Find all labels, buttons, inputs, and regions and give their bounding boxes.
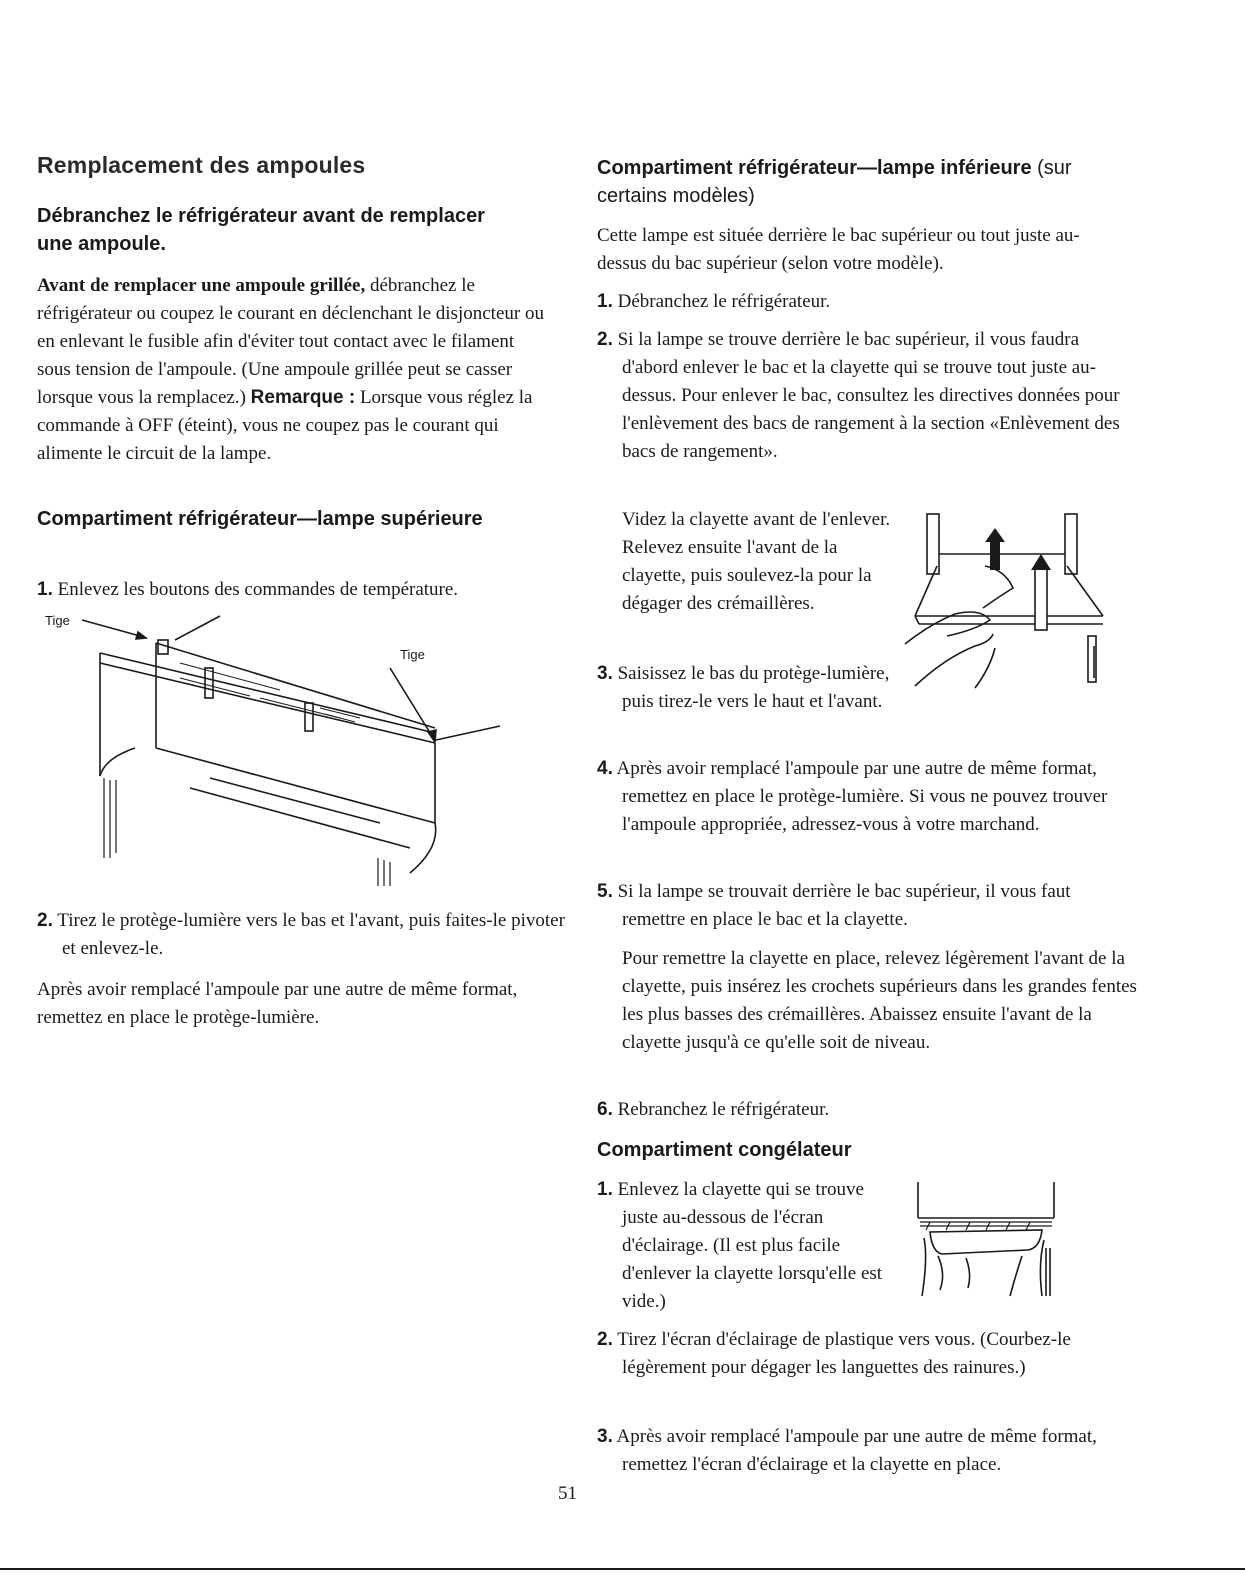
intro-text-1: débranchez le réfrigérateur ou coupez le courant en déclenchant le disjoncteur ou en enlevant le fusible afin d'éviter tout contact avec le filament sous tension de l'ampoule. (Une ampoule grillée peut se casser lorsque vous la remplacez.) bbox=[37, 275, 544, 408]
step-number: 1. bbox=[37, 579, 53, 600]
after-replace-paragraph: Après avoir remplacé l'ampoule par une autre de même format, remettez en place le protège-lumière. bbox=[37, 979, 518, 1028]
intro-paragraph bbox=[37, 272, 552, 468]
freezer-step-2: 2. Tirez l'écran d'éclairage de plastique vers vous. (Courbez-le légèrement pour dégager les languettes des rainures.) bbox=[597, 1329, 1071, 1378]
freezer-step-3: 3. Après avoir remplacé l'ampoule par une autre de même format, remettez l'écran d'éclairage et la clayette en place. bbox=[597, 1426, 1097, 1475]
shelf-removal-note: Videz la clayette avant de l'enlever. Relevez ensuite l'avant de la clayette, puis soulevez-la pour la dégager des crémaillères. bbox=[622, 509, 891, 614]
lower-lamp-intro: Cette lampe est située derrière le bac supérieur ou tout juste au-dessus du bac supérieur (selon votre modèle). bbox=[597, 225, 1080, 274]
step-2-upper: 2. Tirez le protège-lumière vers le bas et l'avant, puis faites-le pivoter et enlevez-le. bbox=[37, 910, 565, 959]
step-number: 1. bbox=[597, 1179, 613, 1200]
upper-lamp-illustration bbox=[80, 608, 510, 890]
page-title: Remplacement des ampoules bbox=[37, 152, 366, 178]
intro-text-2: Lorsque vous réglez la commande à OFF (éteint), vous ne coupez pas le courant qui alimente le circuit de la lampe. bbox=[37, 387, 533, 464]
remark-label: Remarque : bbox=[250, 387, 356, 408]
shelf-replace-paragraph: Pour remettre la clayette en place, relevez légèrement l'avant de la clayette, puis insérez les crochets supérieurs dans les grandes fentes les plus basses des crémaillères. Abaissez ensuite l'avant de la clayette jusqu'à ce qu'elle soit de niveau. bbox=[622, 948, 1137, 1053]
step-number: 2. bbox=[597, 1329, 613, 1350]
lower-step-1: 1. Débranchez le réfrigérateur. bbox=[597, 291, 831, 312]
step-number: 6. bbox=[597, 1099, 613, 1120]
lower-step-6: 6. Rebranchez le réfrigérateur. bbox=[597, 1099, 830, 1120]
tige-label-left: Tige bbox=[45, 613, 70, 628]
step-number: 1. bbox=[597, 291, 613, 312]
freezer-step-1: 1. Enlevez la clayette qui se trouve juste au-dessous de l'écran d'éclairage. (Il est plus facile d'enlever la clayette lorsqu'elle est vide.) bbox=[597, 1179, 883, 1312]
freezer-illustration bbox=[910, 1178, 1060, 1310]
step-number: 2. bbox=[37, 910, 53, 931]
tige-label-right: Tige bbox=[400, 647, 425, 662]
intro-lead: Avant de remplacer une ampoule grillée, bbox=[37, 275, 366, 296]
warning-heading: Débranchez le réfrigérateur avant de remplacer une ampoule. bbox=[37, 205, 485, 255]
lower-step-5: 5. Si la lampe se trouvait derrière le bac supérieur, il vous faut remettre en place le bac et la clayette. bbox=[597, 881, 1071, 930]
step-number: 3. bbox=[597, 1426, 613, 1447]
step-1-upper: 1. Enlevez les boutons des commandes de température. bbox=[37, 579, 459, 600]
step-number: 2. bbox=[597, 329, 613, 350]
step-number: 4. bbox=[597, 758, 613, 779]
freezer-heading: Compartiment congélateur bbox=[597, 1139, 852, 1161]
page-number: 51 bbox=[558, 1483, 577, 1504]
lower-lamp-heading-note: (sur certains modèles) bbox=[597, 157, 1072, 207]
step-number: 5. bbox=[597, 881, 613, 902]
bottom-rule bbox=[0, 1568, 1245, 1570]
lower-step-2: 2. Si la lampe se trouve derrière le bac supérieur, il vous faudra d'abord enlever le bac et la clayette qui se trouve tout juste au-dessus. Pour enlever le bac, consultez les directives données pour l'enlèvement des bacs de rangement à la section «Enlèvement des bacs de rangement». bbox=[597, 329, 1120, 462]
step-number: 3. bbox=[597, 663, 613, 684]
lower-step-4: 4. Après avoir remplacé l'ampoule par une autre de même format, remettez en place le protège-lumière. Si vous ne pouvez trouver l'ampoule appropriée, adressez-vous à votre marchand. bbox=[597, 758, 1108, 835]
lower-step-3: 3. Saisissez le bas du protège-lumière, puis tirez-le vers le haut et l'avant. bbox=[597, 663, 890, 712]
upper-lamp-heading: Compartiment réfrigérateur—lampe supérieure bbox=[37, 508, 483, 530]
shelf-removal-illustration bbox=[875, 508, 1110, 708]
lower-lamp-heading: Compartiment réfrigérateur—lampe inférieure (sur certains modèles) bbox=[597, 157, 1072, 207]
